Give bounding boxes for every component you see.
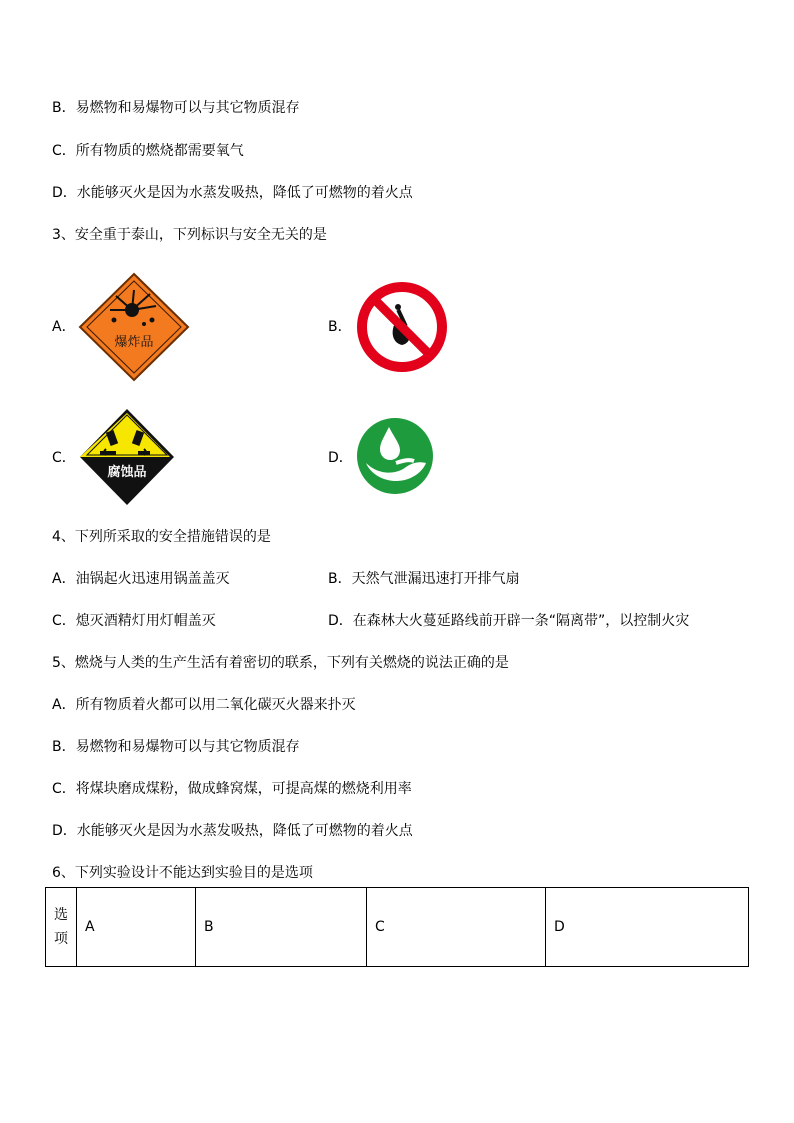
q4-stem: 4、下列所采取的安全措施错误的是 xyxy=(52,529,271,545)
table-header-char-1: 选 xyxy=(54,907,68,923)
explosive-sign-label: 爆炸品 xyxy=(114,335,154,350)
q6-options-table xyxy=(45,887,749,967)
no-open-flame-sign-icon xyxy=(356,281,448,373)
corrosive-sign-label: 腐蚀品 xyxy=(107,465,147,480)
table-cell-d: D xyxy=(546,888,749,967)
q3-option-a xyxy=(52,272,332,382)
q3-option-c xyxy=(52,403,332,513)
q6-stem: 6、下列实验设计不能达到实验目的是选项 xyxy=(52,865,313,881)
q3-option-a-letter: A． xyxy=(52,319,76,335)
table-cell-b: B xyxy=(196,888,367,967)
q3-stem: 3、安全重于泰山，下列标识与安全无关的是 xyxy=(52,227,327,243)
water-saving-sign-icon xyxy=(356,417,434,495)
q2-option-c: C．所有物质的燃烧都需要氧气 xyxy=(52,143,244,159)
table-header-char-2: 项 xyxy=(54,931,68,947)
q4-option-d: D．在森林大火蔓延路线前开辟一条“隔离带”，以控制火灾 xyxy=(328,613,690,629)
q2-option-d: D．水能够灭火是因为水蒸发吸热，降低了可燃物的着火点 xyxy=(52,185,413,201)
explosive-sign-icon xyxy=(78,272,190,382)
table-cell-a: A xyxy=(77,888,196,967)
q5-stem: 5、燃烧与人类的生产生活有着密切的联系，下列有关燃烧的说法正确的是 xyxy=(52,655,509,671)
q4-option-c: C．熄灭酒精灯用灯帽盖灭 xyxy=(52,613,216,629)
q4-option-a: A．油锅起火迅速用锅盖盖灭 xyxy=(52,571,230,587)
table-row xyxy=(46,888,749,967)
table-cell-c: C xyxy=(367,888,546,967)
q3-option-b xyxy=(328,272,628,382)
corrosive-sign-icon xyxy=(78,407,176,507)
table-header-cell xyxy=(46,888,77,967)
q5-option-c: C．将煤块磨成煤粉，做成蜂窝煤，可提高煤的燃烧利用率 xyxy=(52,781,412,797)
q3-options-row-2 xyxy=(52,403,752,513)
q2-option-b: B．易燃物和易爆物可以与其它物质混存 xyxy=(52,100,300,116)
q3-option-d-letter: D． xyxy=(328,450,353,466)
q5-option-d: D．水能够灭火是因为水蒸发吸热，降低了可燃物的着火点 xyxy=(52,823,413,839)
q4-option-b: B．天然气泄漏迅速打开排气扇 xyxy=(328,571,520,587)
q3-option-b-letter: B． xyxy=(328,319,352,335)
q3-option-d xyxy=(328,403,628,513)
q5-option-a: A．所有物质着火都可以用二氧化碳灭火器来扑灭 xyxy=(52,697,356,713)
q3-options-row-1 xyxy=(52,272,752,382)
q3-option-c-letter: C． xyxy=(52,450,76,466)
q5-option-b: B．易燃物和易爆物可以与其它物质混存 xyxy=(52,739,300,755)
